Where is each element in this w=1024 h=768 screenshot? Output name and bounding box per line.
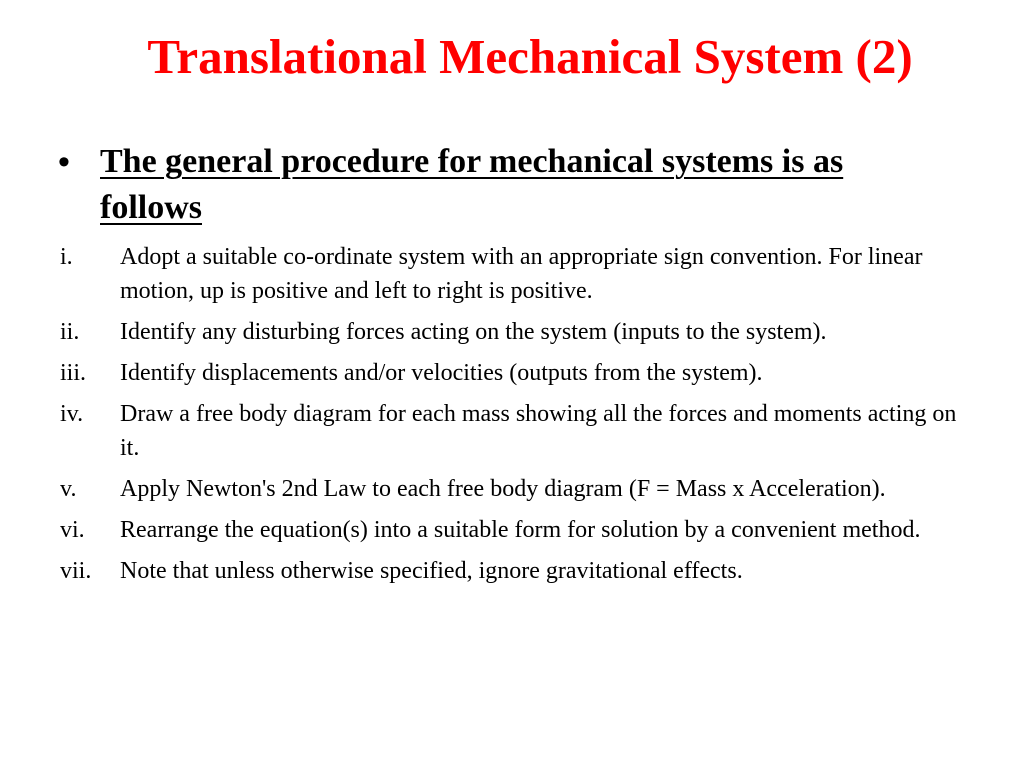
- list-item: [60, 513, 980, 547]
- list-item: [60, 554, 980, 588]
- step-number: vi.: [60, 517, 85, 543]
- step-text: Identify any disturbing forces acting on the system (inputs to the system).: [120, 319, 827, 345]
- step-text: Identify displacements and/or velocities (outputs from the system).: [120, 360, 763, 386]
- step-text: Adopt a suitable co-ordinate system with an appropriate sign convention. For linear motion, up is positive and left to right is positive.: [120, 244, 923, 304]
- slide-title: Translational Mechanical System (2): [147, 29, 913, 84]
- list-item: [60, 472, 980, 506]
- list-item: [60, 356, 980, 390]
- step-number: ii.: [60, 319, 80, 345]
- step-text: Apply Newton's 2nd Law to each free body diagram (F = Mass x Acceleration).: [120, 476, 886, 502]
- step-text: Note that unless otherwise specified, ignore gravitational effects.: [120, 558, 743, 584]
- list-item: [60, 397, 980, 465]
- step-number: i.: [60, 244, 73, 270]
- list-item: [60, 315, 980, 349]
- step-number: iii.: [60, 360, 87, 386]
- step-text: Rearrange the equation(s) into a suitable form for solution by a convenient method.: [120, 517, 921, 543]
- bullet-icon: •: [58, 143, 70, 181]
- bullet-heading-text: The general procedure for mechanical systems is as follows: [100, 143, 844, 226]
- list-item: [60, 240, 980, 308]
- step-text: Draw a free body diagram for each mass showing all the forces and moments acting on it.: [120, 401, 957, 461]
- step-number: iv.: [60, 401, 84, 427]
- step-number: v.: [60, 476, 77, 502]
- step-number: vii.: [60, 558, 92, 584]
- procedure-steps: [60, 240, 980, 595]
